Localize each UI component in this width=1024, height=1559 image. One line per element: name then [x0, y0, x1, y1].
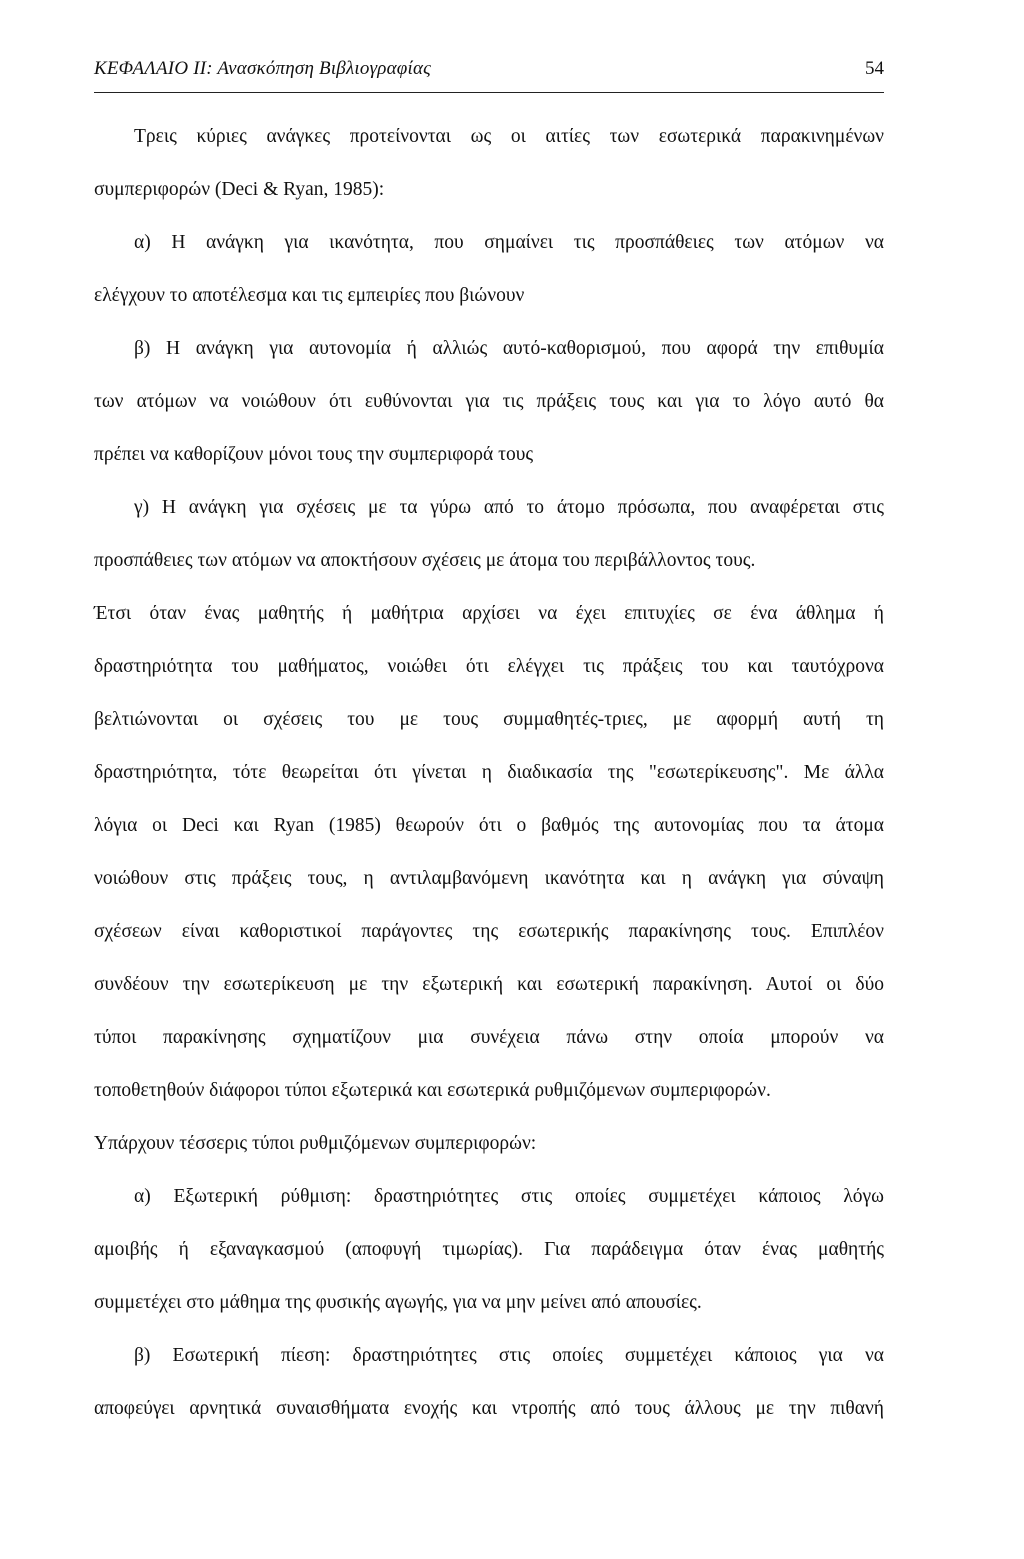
text-line: αποφεύγει αρνητικά συναισθήματα ενοχής και ντροπής από τους άλλους με την πιθανή — [94, 1398, 884, 1419]
text-line: β) Η ανάγκη για αυτονομία ή αλλιώς αυτό-καθορισμού, που αφορά την επιθυμία — [134, 338, 884, 359]
page-header — [94, 52, 884, 93]
text-line: τοποθετηθούν διάφοροι τύποι εξωτερικά και εσωτερικά ρυθμιζόμενων συμπεριφορών. — [94, 1080, 771, 1101]
text-line: αμοιβής ή εξαναγκασμού (αποφυγή τιμωρίας). Για παράδειγμα όταν ένας μαθητής — [94, 1239, 884, 1260]
text-line: Τρεις κύριες ανάγκες προτείνονται ως οι αιτίες των εσωτερικά παρακινημένων — [134, 126, 884, 147]
text-line: α) Η ανάγκη για ικανότητα, που σημαίνει τις προσπάθειες των ατόμων να — [134, 232, 884, 253]
text-line: γ) Η ανάγκη για σχέσεις με τα γύρω από το άτομο πρόσωπα, που αναφέρεται στις — [134, 497, 884, 518]
text-line: σχέσεων είναι καθοριστικοί παράγοντες της εσωτερικής παρακίνησης τους. Επιπλέον — [94, 921, 884, 942]
text-line: α) Εξωτερική ρύθμιση: δραστηριότητες στις οποίες συμμετέχει κάποιος λόγω — [134, 1186, 884, 1207]
text-line: νοιώθουν στις πράξεις τους, η αντιλαμβανόμενη ικανότητα και η ανάγκη για σύναψη — [94, 868, 884, 889]
text-line: των ατόμων να νοιώθουν ότι ευθύνονται για τις πράξεις τους και για το λόγο αυτό θα — [94, 391, 884, 412]
text-line: Έτσι όταν ένας μαθητής ή μαθήτρια αρχίσει να έχει επιτυχίες σε ένα άθλημα ή — [94, 603, 884, 624]
text-line: συνδέουν την εσωτερίκευση με την εξωτερική και εσωτερική παρακίνηση. Αυτοί οι δύο — [94, 974, 884, 995]
text-line: β) Εσωτερική πίεση: δραστηριότητες στις οποίες συμμετέχει κάποιος για να — [134, 1345, 884, 1366]
text-line: βελτιώνονται οι σχέσεις του με τους συμμαθητές-τριες, με αφορμή αυτή τη — [94, 709, 884, 730]
page-number: 54 — [865, 58, 884, 79]
text-line: συμπεριφορών (Deci & Ryan, 1985): — [94, 179, 385, 200]
text-line: προσπάθειες των ατόμων να αποκτήσουν σχέσεις με άτομα του περιβάλλοντος τους. — [94, 550, 756, 571]
chapter-title: ΚΕΦΑΛΑΙΟ ΙΙ: Ανασκόπηση Βιβλιογραφίας — [94, 58, 432, 79]
text-line: δραστηριότητα του μαθήματος, νοιώθει ότι ελέγχει τις πράξεις του και ταυτόχρονα — [94, 656, 884, 677]
text-line: δραστηριότητα, τότε θεωρείται ότι γίνεται η διαδικασία της "εσωτερίκευσης". Με άλλα — [94, 762, 884, 783]
text-line: Υπάρχουν τέσσερις τύποι ρυθμιζόμενων συμπεριφορών: — [94, 1133, 537, 1154]
text-line: συμμετέχει στο μάθημα της φυσικής αγωγής, για να μην μείνει από απουσίες. — [94, 1292, 702, 1313]
text-line: λόγια οι Deci και Ryan (1985) θεωρούν ότι ο βαθμός της αυτονομίας που τα άτομα — [94, 815, 884, 836]
text-line: πρέπει να καθορίζουν μόνοι τους την συμπεριφορά τους — [94, 444, 534, 465]
text-line: τύποι παρακίνησης σχηματίζουν μια συνέχεια πάνω στην οποία μπορούν να — [94, 1027, 884, 1048]
text-line: ελέγχουν το αποτέλεσμα και τις εμπειρίες που βιώνουν — [94, 285, 525, 306]
